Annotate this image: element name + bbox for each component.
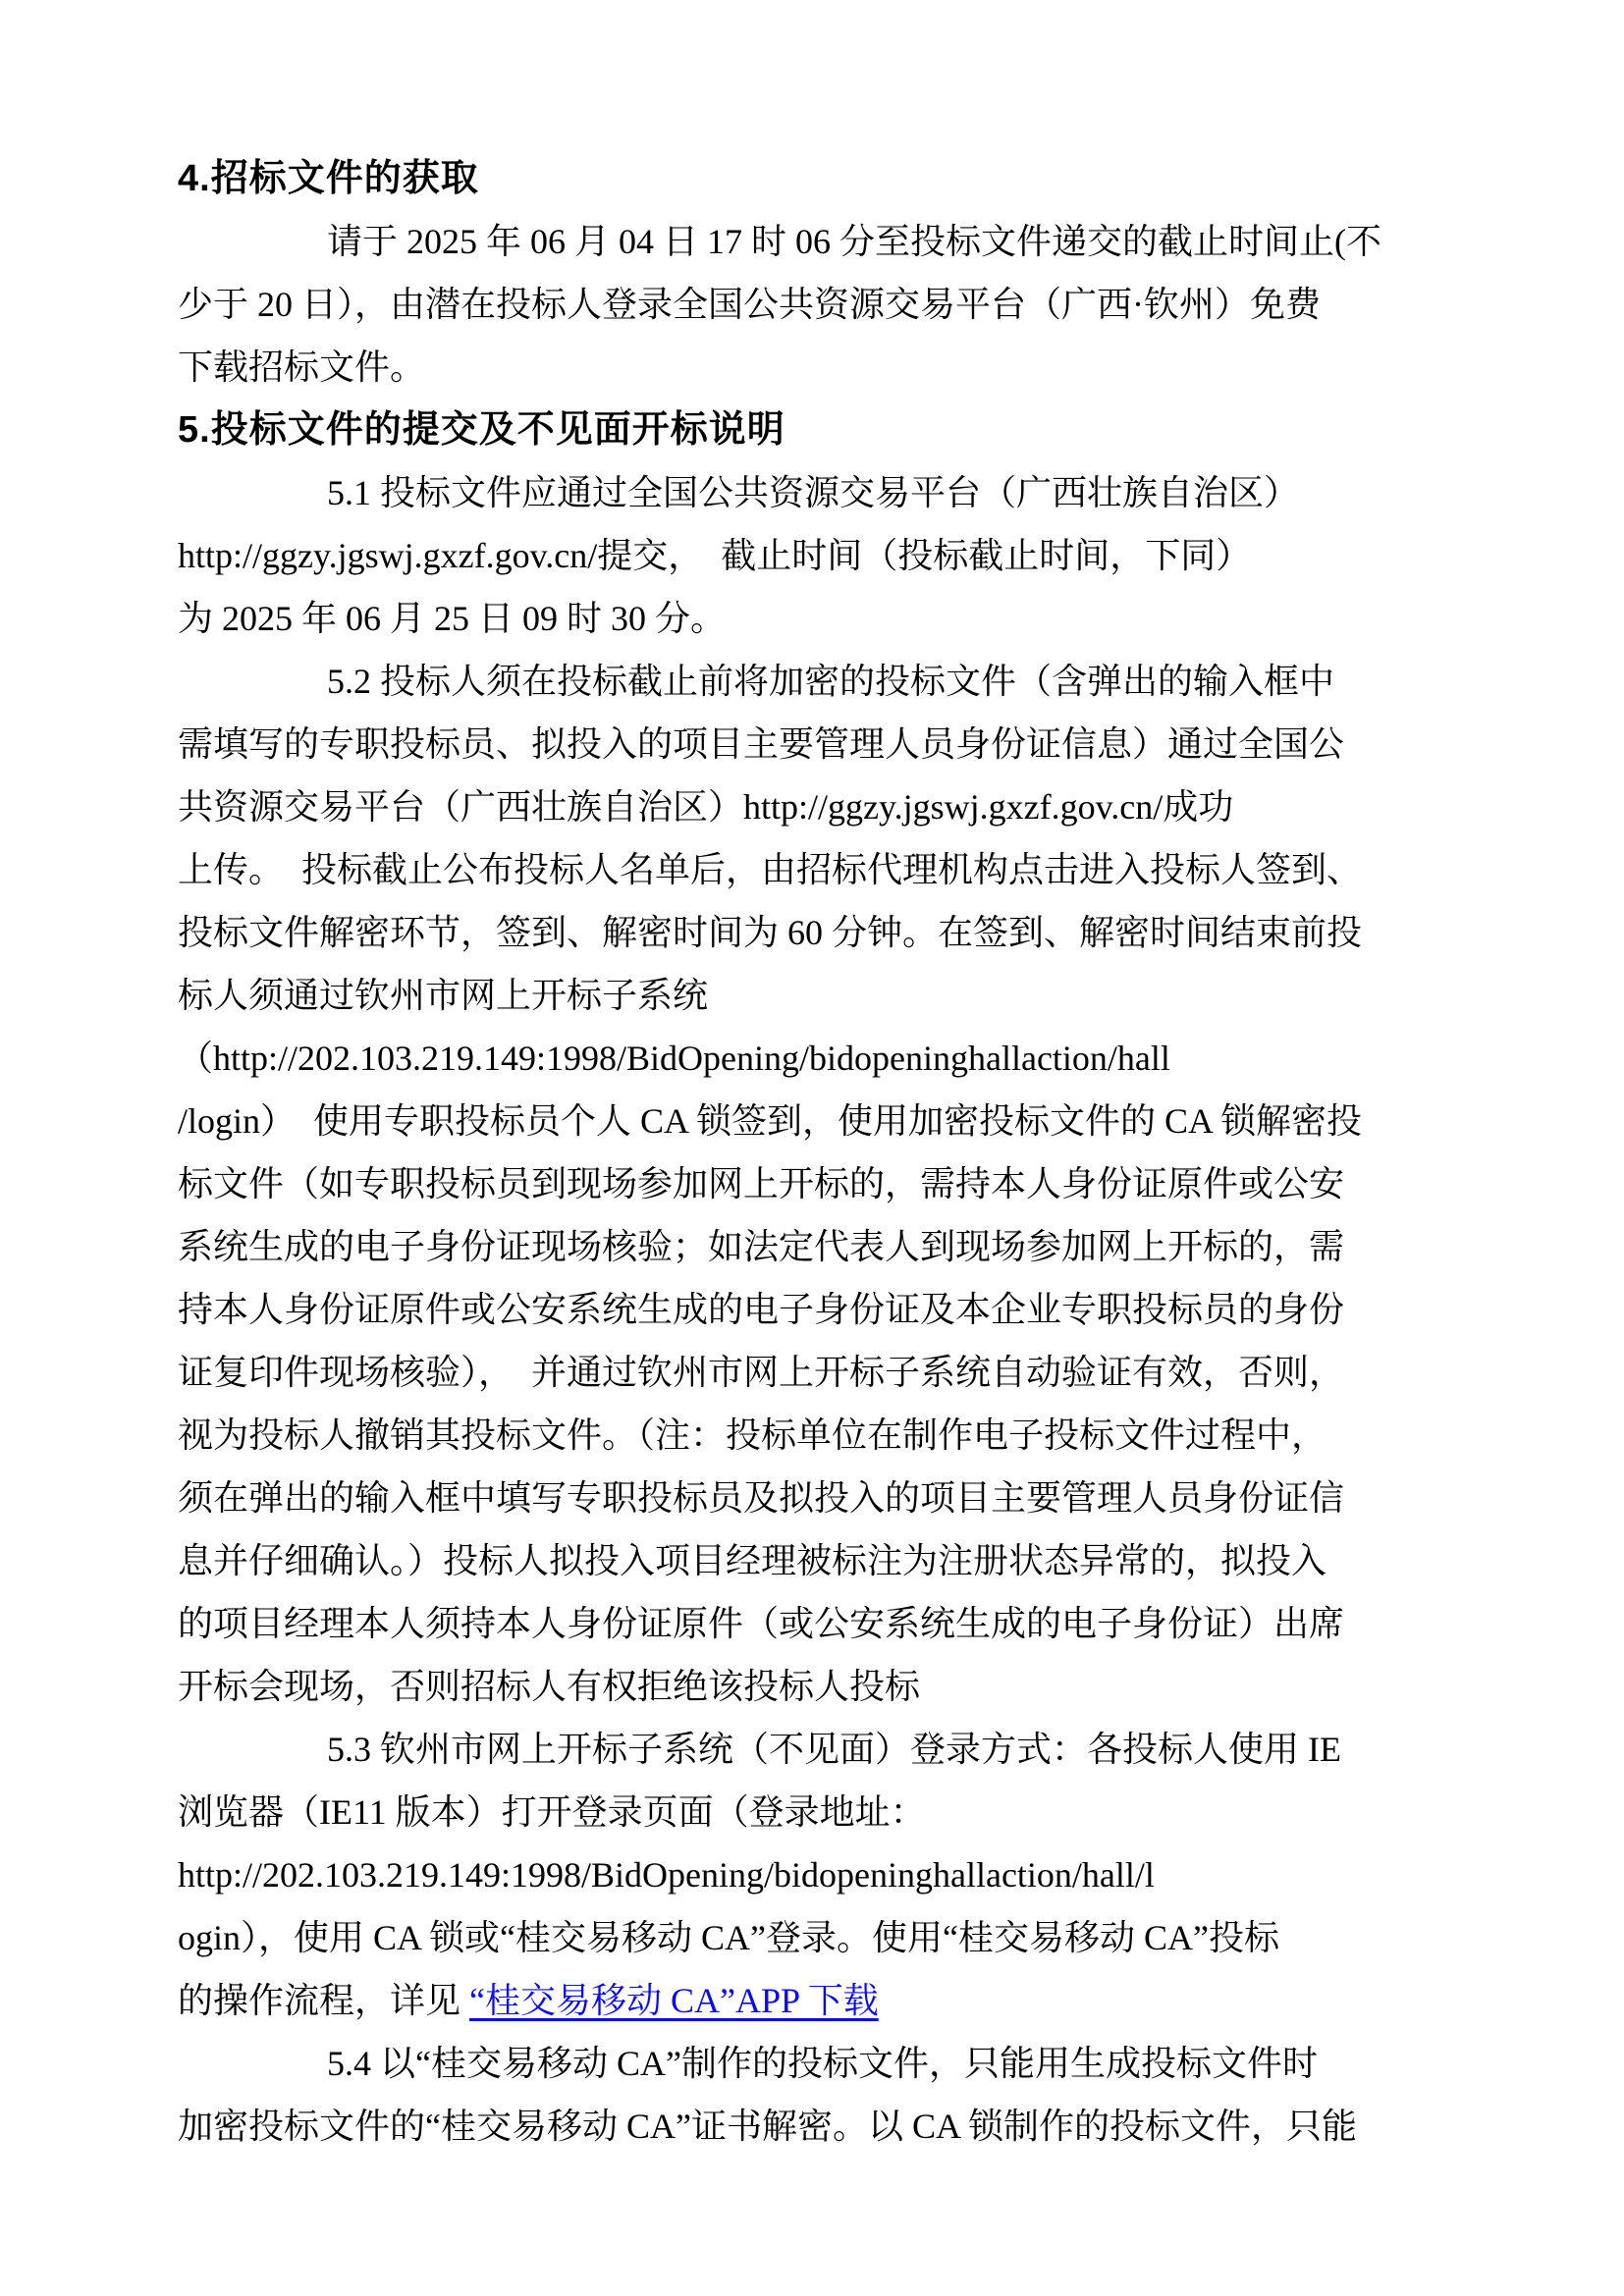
line-text: 下载招标文件。 bbox=[178, 347, 426, 387]
line-text: 系统生成的电子身份证现场核验；如法定代表人到现场参加网上开标的，需 bbox=[178, 1227, 1345, 1266]
line-text: 须在弹出的输入框中填写专职投标员及拟投入的项目主要管理人员身份证信 bbox=[178, 1478, 1345, 1518]
text-line bbox=[178, 901, 1454, 964]
ca-app-download-link[interactable]: “桂交易移动 CA”APP 下载 bbox=[469, 1981, 879, 2020]
line-text: 标文件（如专职投标员到现场参加网上开标的，需持本人身份证原件或公安 bbox=[178, 1164, 1345, 1203]
text-line bbox=[178, 2032, 1454, 2095]
text-line bbox=[178, 1215, 1454, 1278]
line-text: 证复印件现场核验）， 并通过钦州市网上开标子系统自动验证有效，否则， bbox=[178, 1353, 1345, 1392]
text-line bbox=[178, 1969, 1454, 2032]
line-text: 投标文件解密环节，签到、解密时间为 60 分钟。在签到、解密时间结束前投 bbox=[178, 913, 1363, 952]
text-line bbox=[178, 1027, 1454, 1090]
line-text: 5.2 投标人须在投标截止前将加密的投标文件（含弹出的输入框中 bbox=[327, 662, 1335, 701]
text-line bbox=[178, 1718, 1454, 1781]
line-text: 标人须通过钦州市网上开标子系统 bbox=[178, 976, 709, 1015]
text-line bbox=[178, 1529, 1454, 1592]
text-line bbox=[178, 1404, 1454, 1467]
line-text: 息并仔细确认。）投标人拟投入项目经理被标注为注册状态异常的，拟投入 bbox=[178, 1541, 1327, 1580]
text-line bbox=[178, 1467, 1454, 1529]
text-line bbox=[178, 1592, 1454, 1655]
line-text: 5.1 投标文件应通过全国公共资源交易平台（广西壮族自治区） bbox=[327, 473, 1300, 512]
line-text: 的操作流程，详见 bbox=[178, 1981, 470, 2020]
text-line bbox=[178, 650, 1454, 713]
section-heading bbox=[178, 399, 1454, 461]
line-text: 请于 2025 年 06 月 04 日 17 时 06 分至投标文件递交的截止时间止(不 bbox=[327, 222, 1381, 261]
text-line bbox=[178, 336, 1454, 399]
line-text: 共资源交易平台（广西壮族自治区）http://ggzy.jgswj.gxzf.gov.cn/成功 bbox=[178, 787, 1234, 827]
line-text: /login） 使用专职投标员个人 CA 锁签到，使用加密投标文件的 CA 锁解密投 bbox=[178, 1101, 1363, 1141]
line-text: http://ggzy.jgswj.gxzf.gov.cn/提交， 截止时间（投标截止时间，下同） bbox=[178, 536, 1252, 575]
text-line bbox=[178, 1906, 1454, 1969]
document-body bbox=[178, 147, 1454, 2158]
text-line bbox=[178, 2095, 1454, 2158]
text-line bbox=[178, 1090, 1454, 1152]
line-text: （http://202.103.219.149:1998/BidOpening/bidopeninghallaction/hall bbox=[178, 1039, 1170, 1078]
line-text: ogin），使用 CA 锁或“桂交易移动 CA”登录。使用“桂交易移动 CA”投标 bbox=[178, 1918, 1279, 1957]
text-line bbox=[178, 775, 1454, 838]
line-text: 5.3 钦州市网上开标子系统（不见面）登录方式：各投标人使用 IE bbox=[327, 1730, 1341, 1769]
line-text: 持本人身份证原件或公安系统生成的电子身份证及本企业专职投标员的身份 bbox=[178, 1290, 1345, 1329]
text-line bbox=[178, 461, 1454, 524]
text-line bbox=[178, 1278, 1454, 1341]
line-text: 开标会现场，否则招标人有权拒绝该投标人投标 bbox=[178, 1667, 921, 1706]
text-line bbox=[178, 838, 1454, 901]
line-text: 5.投标文件的提交及不见面开标说明 bbox=[178, 409, 785, 451]
text-line bbox=[178, 587, 1454, 650]
line-text: 需填写的专职投标员、拟投入的项目主要管理人员身份证信息）通过全国公 bbox=[178, 724, 1345, 764]
line-text: 加密投标文件的“桂交易移动 CA”证书解密。以 CA 锁制作的投标文件，只能 bbox=[178, 2107, 1357, 2146]
text-line bbox=[178, 1152, 1454, 1215]
text-line bbox=[178, 964, 1454, 1027]
line-text: http://202.103.219.149:1998/BidOpening/bidopeninghallaction/hall/l bbox=[178, 1855, 1155, 1895]
text-line bbox=[178, 713, 1454, 775]
text-line bbox=[178, 1341, 1454, 1404]
line-text: 少于 20 日），由潜在投标人登录全国公共资源交易平台（广西·钦州）免费 bbox=[178, 285, 1321, 324]
line-text: 的项目经理本人须持本人身份证原件（或公安系统生成的电子身份证）出席 bbox=[178, 1604, 1345, 1643]
text-line bbox=[178, 524, 1454, 587]
line-text: 浏览器（IE11 版本）打开登录页面（登录地址： bbox=[178, 1792, 926, 1832]
line-text: 为 2025 年 06 月 25 日 09 时 30 分。 bbox=[178, 599, 726, 638]
line-text: 上传。 投标截止公布投标人名单后，由招标代理机构点击进入投标人签到、 bbox=[178, 850, 1363, 889]
text-line bbox=[178, 1843, 1454, 1906]
line-text: 5.4 以“桂交易移动 CA”制作的投标文件，只能用生成投标文件时 bbox=[327, 2044, 1318, 2083]
line-text: 4.招标文件的获取 bbox=[178, 158, 479, 199]
text-line bbox=[178, 1655, 1454, 1718]
line-text: 视为投标人撤销其投标文件。（注：投标单位在制作电子投标文件过程中， bbox=[178, 1415, 1327, 1455]
section-heading bbox=[178, 147, 1454, 210]
text-line bbox=[178, 273, 1454, 336]
text-line bbox=[178, 210, 1454, 273]
text-line bbox=[178, 1781, 1454, 1843]
